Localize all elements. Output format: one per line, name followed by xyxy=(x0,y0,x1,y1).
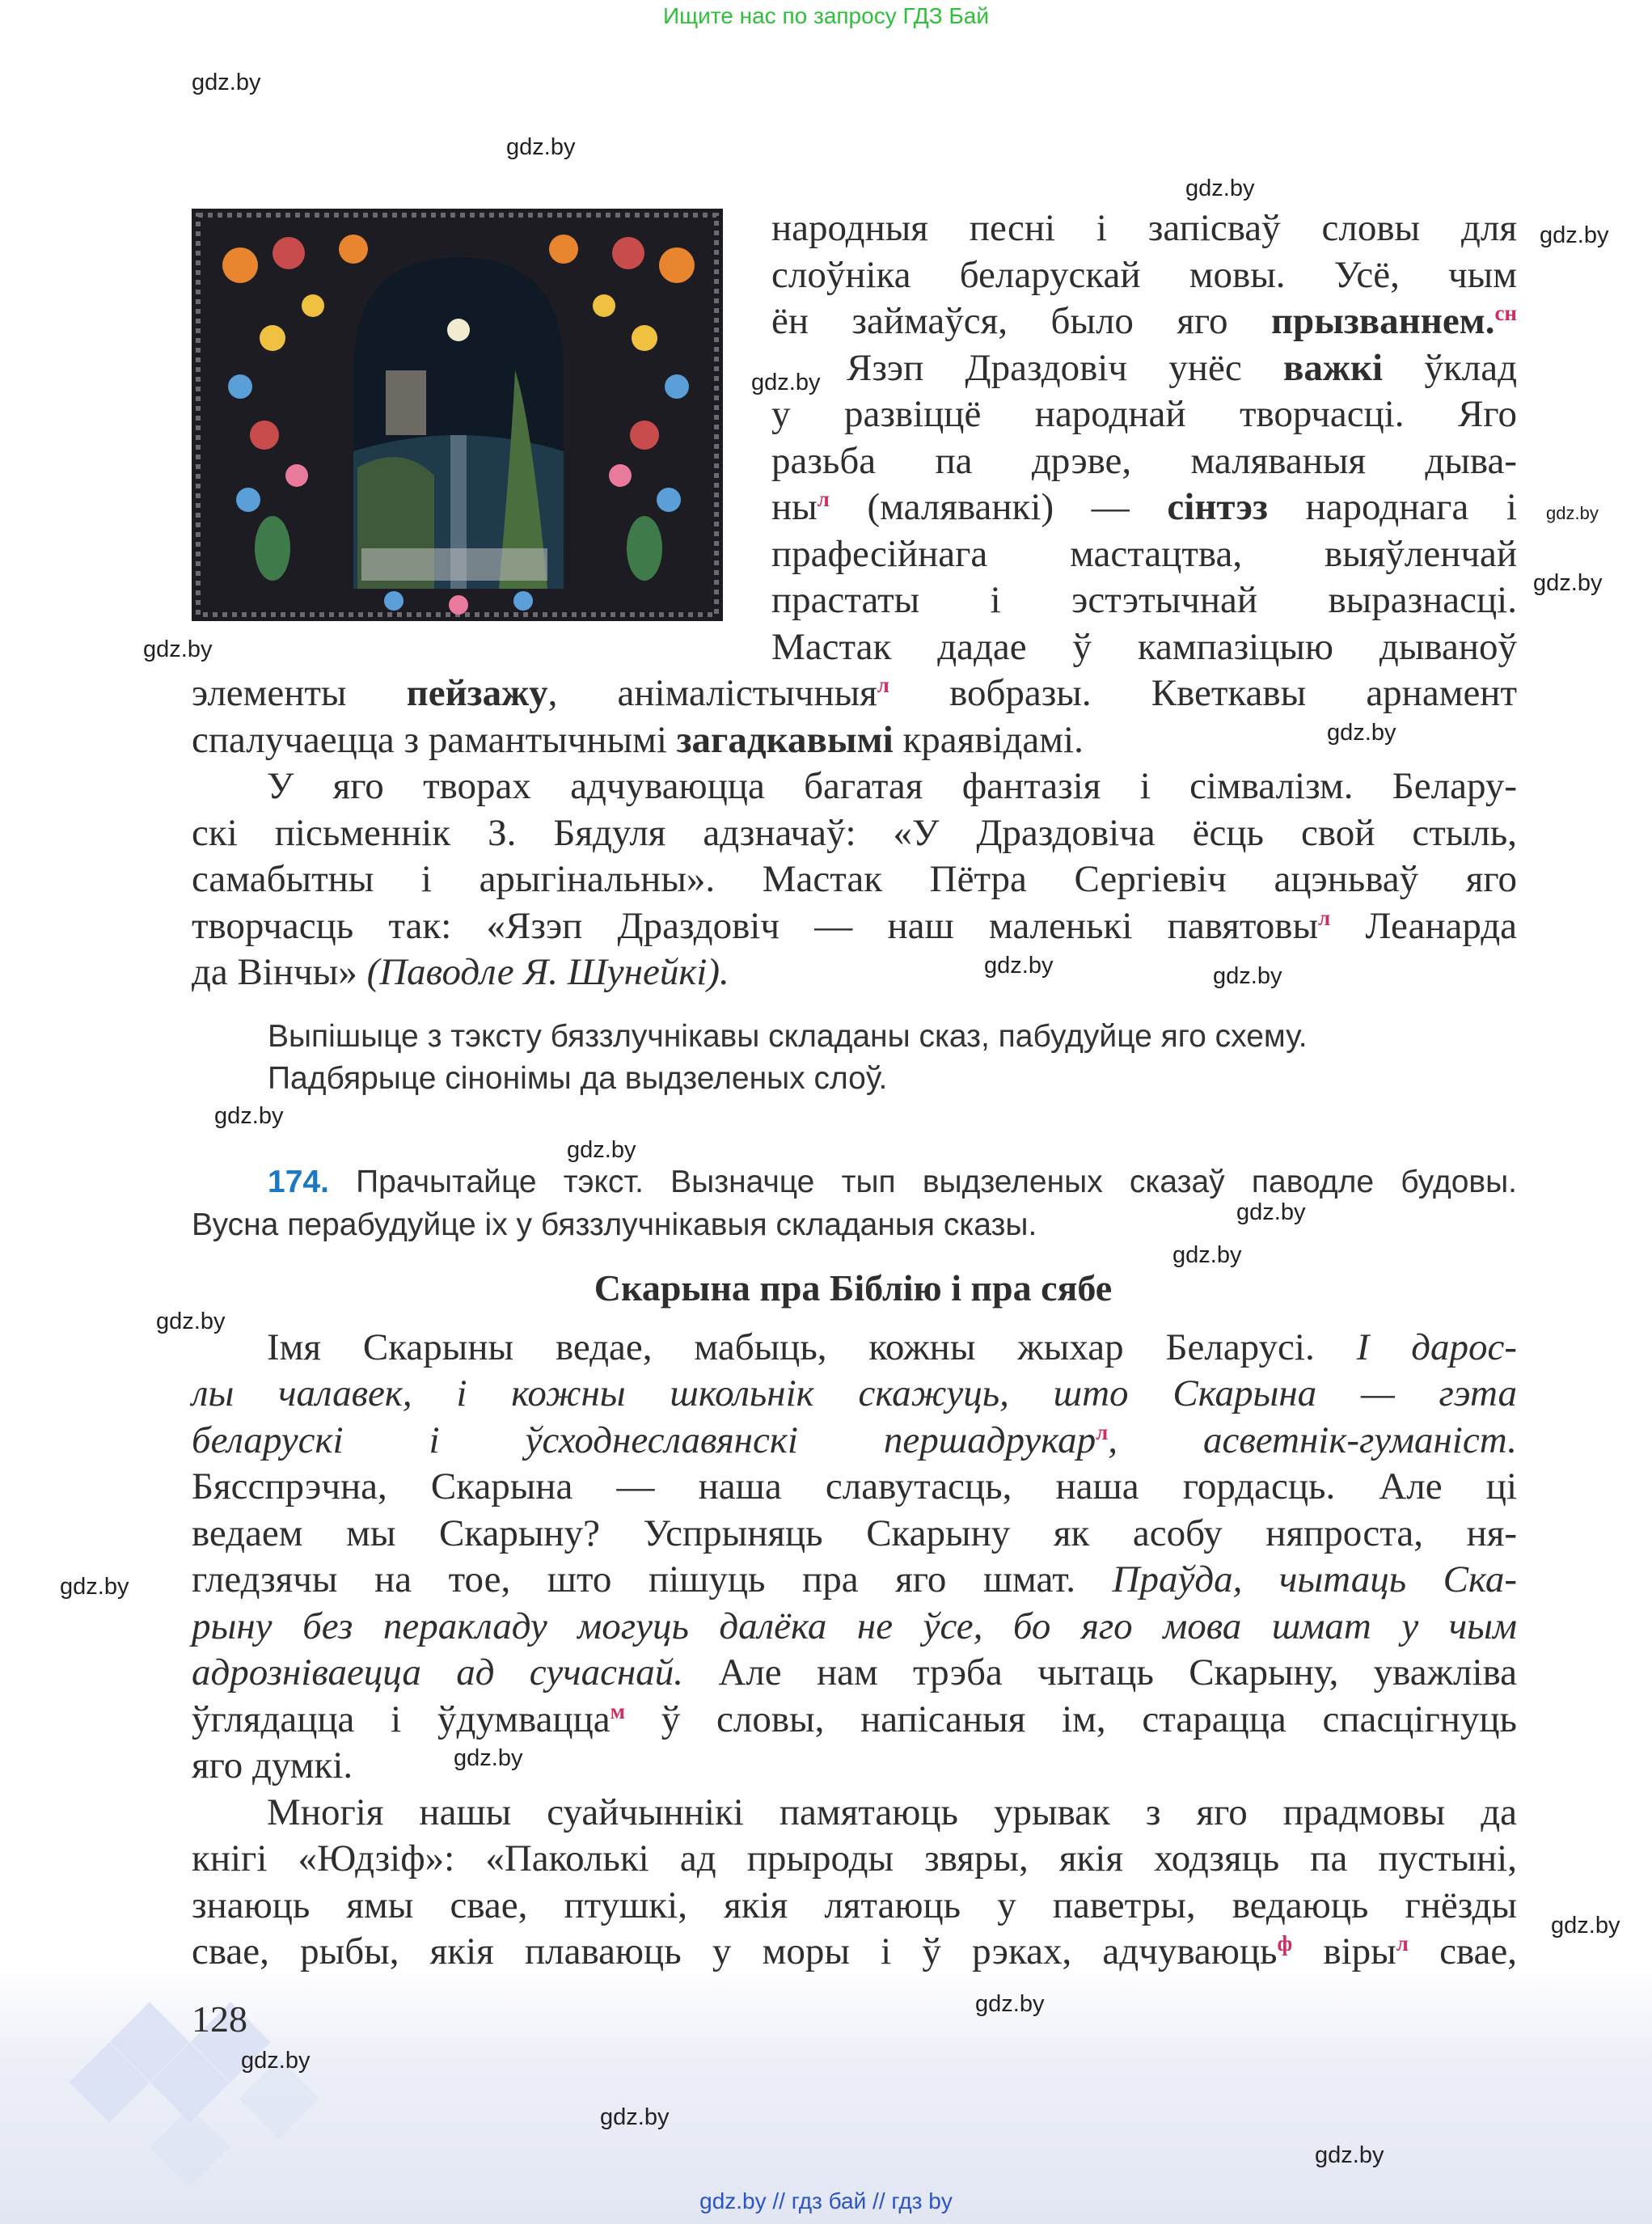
text-line xyxy=(192,810,1517,856)
watermark-gdz: gdz.by xyxy=(567,1137,636,1163)
text-line xyxy=(771,205,1517,252)
footnote-marker: л xyxy=(1396,1931,1409,1956)
text-segment: беларускі і ўсходнеславянскі першадрукар xyxy=(192,1419,1096,1461)
text-segment: творчасць так: «Язэп Драздовіч — наш маленькі павятовы xyxy=(192,904,1319,947)
text-segment: прастаты і эстэтычнай выразнасці. xyxy=(771,579,1517,621)
footnote-marker: м xyxy=(610,1698,626,1723)
text-segment: да Вінчы» xyxy=(192,951,367,993)
task-174-text: Прачытайце тэкст. Вызначце тып выдзеленых сказаў паводле будовы. xyxy=(328,1165,1517,1199)
text-segment: вобразы. Кветкавы арнамент xyxy=(889,672,1517,714)
watermark-gdz: gdz.by xyxy=(984,953,1054,979)
text-line xyxy=(192,1882,1517,1929)
text-segment: ведаем мы Скарыну? Успрыняць Скарыну як асобу няпроста, ня- xyxy=(192,1512,1517,1554)
text-line xyxy=(192,949,1517,996)
text-segment: гледзячы на тое, што пішуць пра яго шмат. xyxy=(192,1558,1113,1601)
task-173-line-2: Падбярыце сінонімы да выдзеленых слоў. xyxy=(268,1061,888,1096)
top-search-banner[interactable]: Ищите нас по запросу ГДЗ Бай xyxy=(662,3,990,28)
watermark-gdz: gdz.by xyxy=(1185,175,1255,201)
footnote-marker: сн xyxy=(1494,301,1517,325)
text-line xyxy=(192,1742,1517,1789)
footnote-marker: л xyxy=(1096,1419,1109,1444)
highlighted-word: сінтэз xyxy=(1167,486,1268,528)
text-segment: лы чалавек, і кожны школьнік скажуць, што Скарына — гэта xyxy=(192,1372,1517,1415)
watermark-gdz: gdz.by xyxy=(1315,2142,1384,2168)
watermark-gdz: gdz.by xyxy=(143,636,213,662)
watermark-gdz: gdz.by xyxy=(1236,1199,1306,1225)
text-line xyxy=(192,1417,1517,1464)
text-line xyxy=(847,345,1517,391)
text-segment: прафесійнага мастацтва, выяўленчай xyxy=(771,532,1517,575)
text-line xyxy=(192,903,1517,949)
footnote-marker: л xyxy=(817,487,830,511)
text-segment: Бясспрэчна, Скарына — наша славутасць, наша гордасць. Але ці xyxy=(192,1465,1517,1508)
text-segment: кнігі «Юдзіф»: «Паколькі ад прыроды звяры, якія ходзяць па пустыні, xyxy=(192,1837,1517,1880)
watermark-gdz: gdz.by xyxy=(600,2104,670,2130)
text-segment: У яго творах адчуваюцца багатая фантазія і сімвалізм. Белару- xyxy=(267,765,1517,807)
text-line xyxy=(192,1928,1517,1975)
text-line xyxy=(192,670,1517,717)
text-segment: свае, рыбы, якія плаваюць у моры і ў рэках, адчуваюць xyxy=(192,1930,1278,1973)
watermark-gdz: gdz.by xyxy=(1540,222,1609,248)
painting-illustration xyxy=(192,209,723,621)
text-segment: народныя песні і запісваў словы для xyxy=(771,207,1517,249)
text-line xyxy=(771,577,1517,624)
text-segment: Язэп Драздовіч унёс xyxy=(847,346,1284,389)
text-segment: ён займаўся, было яго xyxy=(771,300,1271,342)
watermark-gdz: gdz.by xyxy=(1327,720,1396,746)
watermark-gdz: gdz.by xyxy=(192,70,261,95)
text-line xyxy=(192,1510,1517,1557)
text-segment: разьба па дрэве, маляваныя дыва- xyxy=(771,439,1517,482)
text-line xyxy=(771,531,1517,577)
watermark-gdz: gdz.by xyxy=(214,1103,284,1129)
text-segment: Праўда, чытаць Ска- xyxy=(1112,1558,1517,1601)
watermark-gdz: gdz.by xyxy=(975,1991,1045,2017)
text-segment: самабытны і арыгінальны». Мастак Пётра Сергіевіч ацэньваў яго xyxy=(192,858,1517,900)
page-number: 128 xyxy=(192,1998,247,2040)
text-line xyxy=(192,717,1517,763)
text-segment: , анімалістычныя xyxy=(547,672,877,714)
footnote-marker: л xyxy=(1318,905,1331,930)
text-segment: віры xyxy=(1292,1930,1396,1973)
text-segment: Леанарда xyxy=(1330,904,1517,947)
text-segment: краявідамі. xyxy=(893,718,1084,761)
text-line xyxy=(192,1463,1517,1510)
text-line xyxy=(771,252,1517,298)
text-line xyxy=(192,1649,1517,1696)
footer-links[interactable]: gdz.by // гдз бай // гдз by xyxy=(699,2188,953,2213)
task-173-line-1: Выпішыце з тэксту бяззлучнікавы складаны сказ, пабудуйце яго схему. xyxy=(268,1019,1308,1054)
text-segment: народнага і xyxy=(1267,486,1517,528)
text-line xyxy=(192,1696,1517,1743)
text-line xyxy=(267,1324,1517,1371)
watermark-gdz: gdz.by xyxy=(751,370,821,395)
text-line xyxy=(192,1835,1517,1882)
text-line xyxy=(192,1603,1517,1650)
watermark-gdz: gdz.by xyxy=(60,1574,129,1600)
text-segment: ўглядацца і ўдумвацца xyxy=(192,1698,611,1740)
text-line xyxy=(771,438,1517,484)
footnote-marker: л xyxy=(877,673,889,697)
watermark-gdz: gdz.by xyxy=(1551,1913,1620,1939)
text-line xyxy=(192,856,1517,903)
task-174-line-1 xyxy=(268,1161,1517,1203)
text-segment: Мастак дадае ў кампазіцыю дываноў xyxy=(771,625,1517,668)
text-segment: спалучаецца з рамантычнымі xyxy=(192,718,677,761)
text-segment: яго думкі. xyxy=(192,1744,353,1787)
watermark-gdz: gdz.by xyxy=(241,2048,311,2074)
watermark-gdz: gdz.by xyxy=(454,1745,523,1771)
text-segment: I дарос- xyxy=(1356,1326,1517,1368)
text-segment: элементы xyxy=(192,672,407,714)
text-segment: рыну без перакладу могуць далёка не ўсе, бо яго мова шмат у чым xyxy=(192,1605,1517,1647)
text-segment: адрозніваецца ад сучаснай. xyxy=(192,1651,684,1694)
highlighted-word: важкі xyxy=(1283,346,1384,389)
watermark-gdz: gdz.by xyxy=(1546,503,1599,523)
text-segment: свае, xyxy=(1408,1930,1518,1973)
text-segment: ўклад xyxy=(1383,346,1518,389)
watermark-gdz: gdz.by xyxy=(1172,1242,1242,1268)
text-segment: слоўніка беларускай мовы. Усё, чым xyxy=(771,253,1517,296)
text-line xyxy=(771,624,1517,670)
highlighted-word: загадкавымі xyxy=(676,718,894,761)
watermark-gdz: gdz.by xyxy=(1213,963,1282,989)
task-number: 174. xyxy=(268,1165,329,1199)
text-line xyxy=(192,1370,1517,1417)
text-segment: ў словы, напісаныя ім, старацца спасцігнуць xyxy=(625,1698,1517,1740)
highlighted-word: прызваннем. xyxy=(1270,300,1495,342)
text-line xyxy=(771,298,1517,345)
footnote-marker: ф xyxy=(1277,1931,1293,1956)
text-segment: скі пісьменнік З. Бядуля адзначаў: «У Драздовіча ёсць свой стыль, xyxy=(192,811,1517,854)
text-line xyxy=(771,391,1517,438)
watermark-gdz: gdz.by xyxy=(506,134,576,160)
text-segment: ны xyxy=(771,486,818,528)
text-segment: (маляванкі) — xyxy=(829,486,1168,528)
highlighted-word: пейзажу xyxy=(406,672,548,714)
text-line xyxy=(192,1556,1517,1603)
text-segment: (Паводле Я. Шунейкі). xyxy=(366,951,729,993)
text-segment: Імя Скарыны ведае, мабыць, кожны жыхар Беларусі. xyxy=(267,1326,1357,1368)
task-174-line-2: Вусна перабудуйце іх у бяззлучнікавыя складаныя сказы. xyxy=(192,1207,1037,1242)
watermark-gdz: gdz.by xyxy=(1533,570,1603,596)
text-segment: , асветнік-гуманіст. xyxy=(1108,1419,1517,1461)
watermark-gdz: gdz.by xyxy=(156,1309,226,1334)
text-segment: Але нам трэба чытаць Скарыну, уважліва xyxy=(683,1651,1517,1694)
article-title: Скарына пра Біблію і пра сябе xyxy=(594,1267,1113,1309)
text-segment: знаюць ямы свае, птушкі, якія лятаюць у паветры, ведаюць гнёзды xyxy=(192,1884,1517,1926)
text-segment: у развіццё народнай творчасці. Яго xyxy=(771,393,1517,435)
text-line xyxy=(267,763,1517,810)
text-line xyxy=(771,484,1517,531)
text-line xyxy=(267,1789,1517,1836)
text-segment: Многія нашы суайчыннікі памятаюць урывак з яго прадмовы да xyxy=(267,1791,1517,1833)
